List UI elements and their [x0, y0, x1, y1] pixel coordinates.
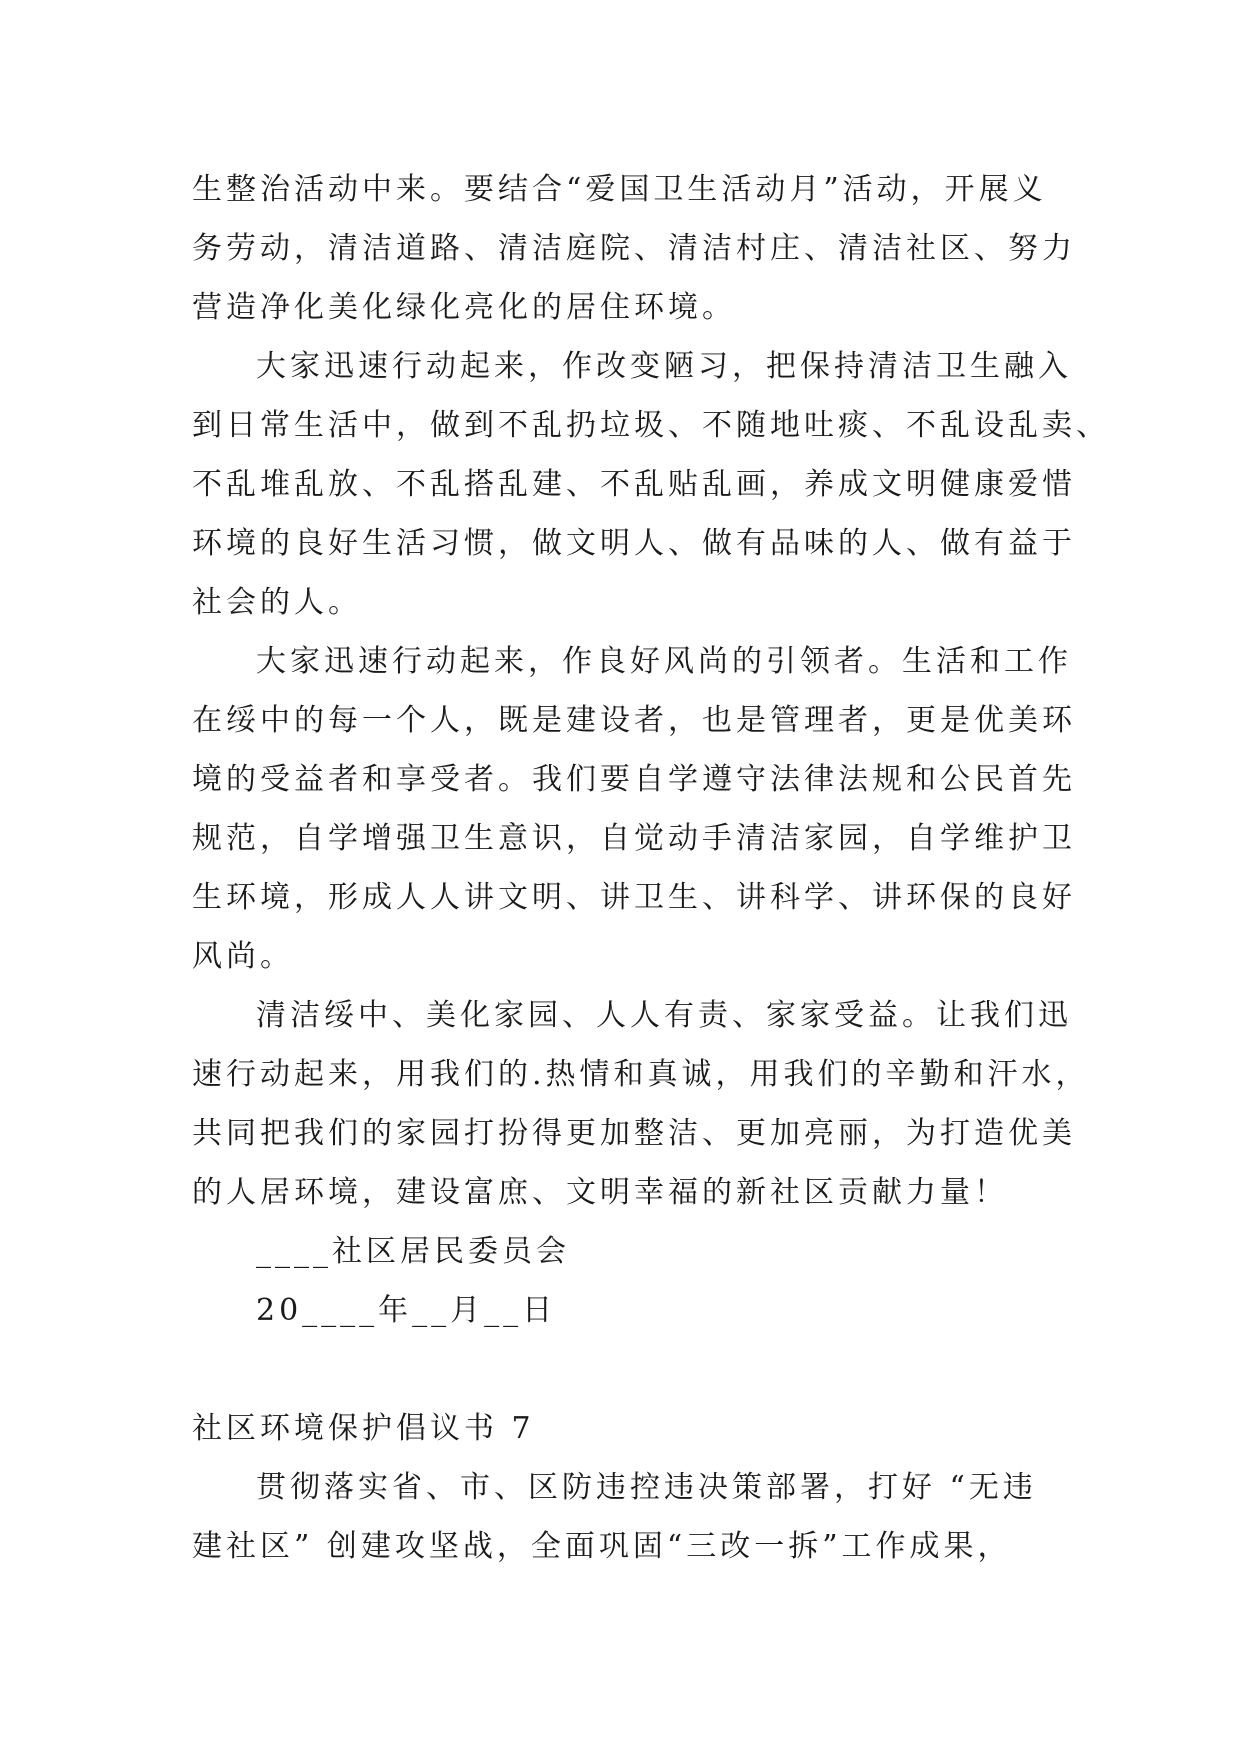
paragraph-good-custom: [192, 632, 1076, 986]
text-line: 生整治活动中来。要结合“爱国卫生活动月”活动，开展义: [192, 172, 1047, 207]
date-line: 20____年__月__日: [256, 1293, 557, 1328]
signature-line: ____社区居民委员会: [256, 1234, 570, 1269]
text-line: 营造净化美化绿化亮化的居住环境。: [192, 290, 736, 325]
text-line: 环境的良好生活习惯，做文明人、做有品味的人、做有益于: [192, 526, 1076, 561]
text-line: 大家迅速行动起来，作改变陋习，把保持清洁卫生融入: [256, 349, 1072, 384]
text-line: 务劳动，清洁道路、清洁庭院、清洁村庄、清洁社区、努力: [192, 231, 1076, 266]
text-line: 社会的人。: [192, 585, 362, 620]
text-line: 到日常生活中，做到不乱扔垃圾、不随地吐痰、不乱设乱卖、: [192, 408, 1110, 443]
text-line: 的人居环境，建设富庶、文明幸福的新社区贡献力量！: [192, 1175, 1008, 1210]
paragraph-change-habits: [192, 337, 1110, 632]
section-heading: 社区环境保护倡议书 7: [192, 1411, 535, 1446]
text-line: 共同把我们的家园打扮得更加整洁、更加亮丽，为打造优美: [192, 1116, 1076, 1151]
text-line: 规范，自学增强卫生意识，自觉动手清洁家园，自学维护卫: [192, 821, 1076, 856]
text-line: 贯彻落实省、市、区防违控违决策部署，打好 “无违: [256, 1470, 1037, 1505]
document-body: [192, 160, 1110, 1576]
text-line: 速行动起来，用我们的.热情和真诚，用我们的辛勤和汗水，: [192, 1057, 1090, 1092]
text-line: 不乱堆乱放、不乱搭乱建、不乱贴乱画，养成文明健康爱惜: [192, 467, 1076, 502]
text-line: 大家迅速行动起来，作良好风尚的引领者。生活和工作: [256, 644, 1072, 679]
text-line: 生环境，形成人人讲文明、讲卫生、讲科学、讲环保的良好: [192, 880, 1076, 915]
paragraph-no-illegal-construction: [192, 1458, 1052, 1576]
paragraph-closing-call: [192, 986, 1090, 1222]
text-line: 风尚。: [192, 939, 294, 974]
section-gap: [192, 1340, 1052, 1399]
text-line: 境的受益者和享受者。我们要自学遵守法律法规和公民首先: [192, 762, 1076, 797]
text-line: 建社区” 创建攻坚战，全面巩固“三改一拆”工作成果，: [192, 1529, 1012, 1564]
text-line: 清洁绥中、美化家园、人人有责、家家受益。让我们迅: [256, 998, 1072, 1033]
paragraph-continuation: [192, 160, 1076, 337]
text-line: 在绥中的每一个人，既是建设者，也是管理者，更是优美环: [192, 703, 1076, 738]
